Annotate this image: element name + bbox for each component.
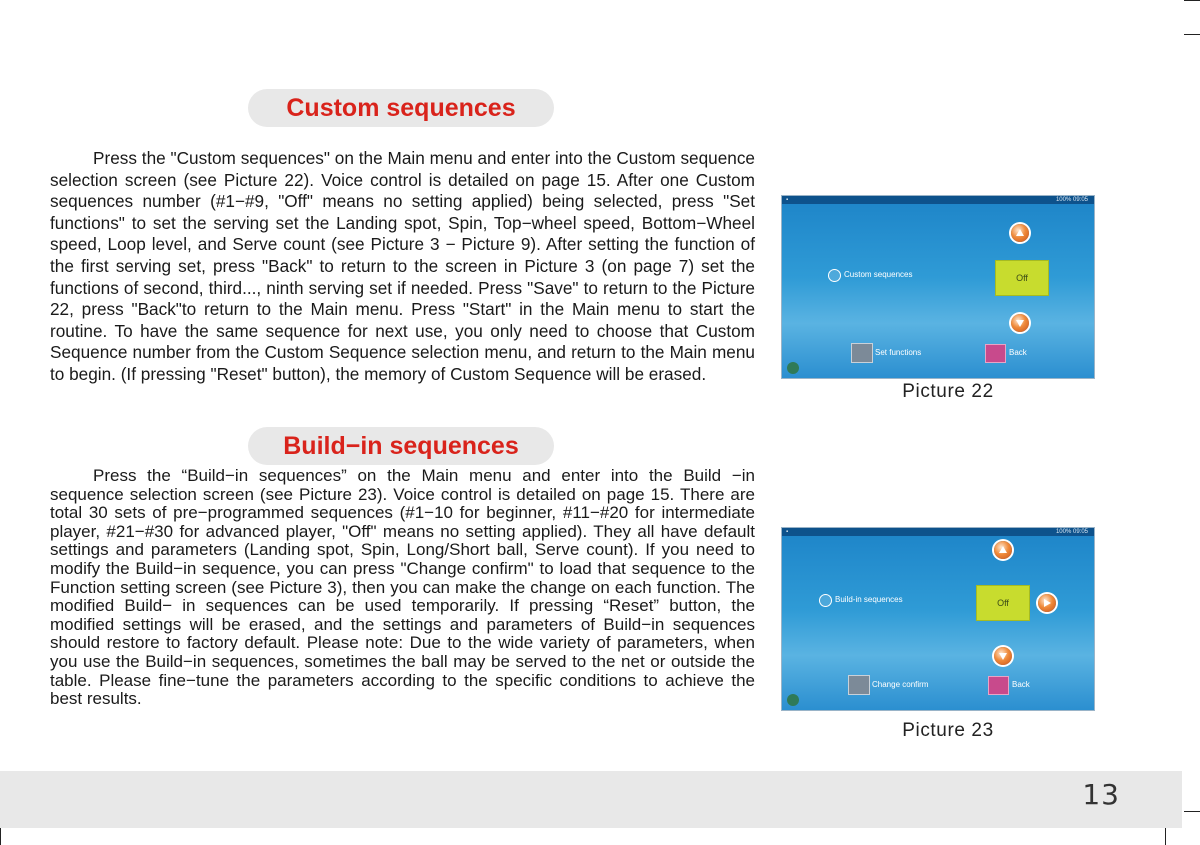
- picture-22-caption: Picture 22: [902, 381, 994, 402]
- crop-mark: [1184, 811, 1200, 812]
- change-confirm-label: Change confirm: [872, 680, 929, 689]
- page-footer: [0, 771, 1182, 828]
- hand-icon: [828, 269, 841, 282]
- sequence-value-box: Off: [976, 585, 1030, 621]
- custom-sequences-paragraph: Press the "Custom sequences" on the Main menu and enter into the Custom sequence selection screen (see Picture 22). Voice control is detailed on page 15. After one Custom sequences number (#1−#9, "Off" means no setting applied) being selected, press "Set functions" to set the serving set the Landing spot, Spin, Top−wheel speed, Bottom−Wheel speed, Loop level, and Serve count (see Picture 3 − Picture 9). After setting the function of the first serving set, press "Back" to return to the screen in Picture 3 (on page 7) set the functions of second, third..., ninth serving set if needed. Press "Save" to return to the Picture 22, press "Back"to return to the Main menu. Press "Start" in the Main menu to start the routine. To have the same sequence for next use, you only need to choose that Custom Sequence number from the Custom Sequence selection menu, and return to the Main menu to begin. (If pressing "Reset" button), the memory of Custom Sequence will be erased.: [50, 148, 755, 384]
- picture-23-screenshot: [782, 528, 1094, 710]
- menu-icon: ▪: [786, 529, 789, 535]
- set-functions-icon: [851, 343, 873, 363]
- picture-22-screenshot: [782, 196, 1094, 378]
- back-label: Back: [1009, 348, 1027, 357]
- custom-sequences-label: Custom sequences: [844, 270, 913, 279]
- arrow-up-icon: [1011, 224, 1029, 242]
- back-icon: [985, 344, 1006, 363]
- set-functions-label: Set functions: [875, 348, 922, 357]
- back-icon: [988, 676, 1009, 695]
- menu-icon: ▪: [786, 197, 789, 203]
- arrow-right-icon: [1038, 594, 1056, 612]
- arrow-down-icon: [1011, 314, 1029, 332]
- crop-mark: [1184, 34, 1200, 35]
- status-bar: [782, 528, 1094, 536]
- battery-level: 100%: [1055, 529, 1072, 535]
- crop-mark: [1165, 828, 1166, 845]
- status-time: 09:05: [1072, 529, 1088, 535]
- arrow-up-icon: [994, 541, 1012, 559]
- microphone-icon: [787, 694, 799, 706]
- page-number: 13: [1082, 778, 1120, 811]
- sequence-value-box: Off: [995, 260, 1049, 296]
- back-label: Back: [1012, 680, 1030, 689]
- buildin-sequences-heading: Build−in sequences: [248, 427, 554, 465]
- battery-level: 100%: [1055, 197, 1072, 203]
- status-bar: [782, 196, 1094, 204]
- change-confirm-icon: [848, 675, 870, 695]
- status-time: 09:05: [1072, 197, 1088, 203]
- crop-mark: [1184, 0, 1200, 1]
- picture-23-caption: Picture 23: [902, 720, 994, 741]
- microphone-icon: [787, 362, 799, 374]
- buildin-sequences-paragraph: Press the “Build−in sequences” on the Main menu and enter into the Build −in sequence selection screen (see Picture 23). Voice control is detailed on page 15. There are total 30 sets of pre−programmed sequences (#1−10 for beginner, #11−#20 for intermediate player, #21−#30 for advanced player, "Off" means no setting applied). They all have default settings and parameters (Landing spot, Spin, Long/Short ball, Serve count). If you need to modify the Build−in sequence, you can press "Change confirm" to load that sequence to the Function setting screen (see Picture 3), then you can make the change on each function. The modified Build− in sequences can be used temporarily. If pressing “Reset” button, the modified settings will be erased, and the settings and parameters of Build−in sequences should restore to factory default. Please note: Due to the wide variety of parameters, when you use the Build−in sequences, sometimes the ball may be served to the net or outside the table. Please fine−tune the parameters according to the specific conditions to achieve the best results.: [50, 466, 755, 709]
- crop-mark: [0, 828, 1, 845]
- custom-sequences-heading: Custom sequences: [248, 89, 554, 127]
- arrow-down-icon: [994, 647, 1012, 665]
- sequence-icon: [819, 594, 832, 607]
- buildin-sequences-label: Build-in sequences: [835, 595, 903, 604]
